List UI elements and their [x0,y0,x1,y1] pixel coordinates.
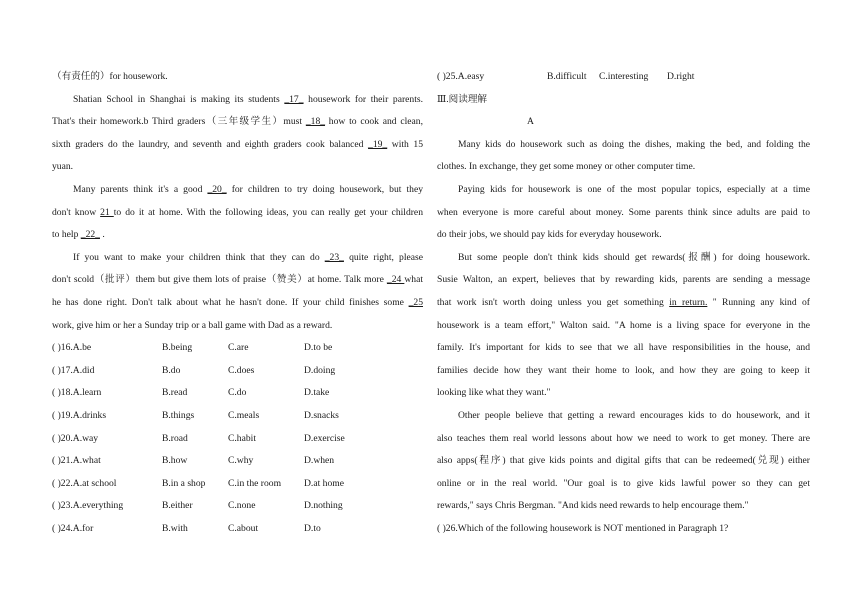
question-row [52,473,423,496]
option-d: D.to be [304,342,333,354]
text-line: families decide how they want their home to look, and how they are going to keep it [437,364,810,376]
option-d: D.snacks [304,409,339,421]
text-line [52,224,423,247]
left-column [52,66,423,540]
option-c: C.none [228,500,256,512]
text-line [52,202,423,225]
question-number: ( )19.A.drinks [52,409,107,421]
right-column [437,66,810,540]
option-b: B.difficult [547,71,587,82]
text-line: do their jobs, we should pay kids for everyday housework. [437,229,662,241]
question-number: ( )22.A.at school [52,477,117,489]
option-d: D.when [304,455,335,467]
option-c: C.in the room [228,477,282,489]
blank-19: _19_ [368,138,388,150]
text-line [52,292,423,315]
question-row [52,495,423,518]
text-segment: If you want to make your children think that they can do [73,251,325,263]
question-row [52,382,423,405]
text-line: yuan. [52,161,74,173]
question-number: ( )21.A.what [52,455,101,467]
question-row [52,405,423,428]
blank-23: _23_ [324,251,344,263]
option-b: B.in a shop [162,477,206,489]
option-c: C.habit [228,432,256,444]
text-line: online or in the real world. "Our goal is to give kids lawful power so they can get [437,477,810,489]
question-number: ( )23.A.everything [52,500,124,512]
option-b: B.read [162,387,188,399]
option-d: D.right [667,71,695,82]
question-row [52,518,423,541]
text-line [52,269,423,292]
blank-17: _17_ [284,93,304,105]
text-line: Paying kids for housework is one of the most popular topics, especially at a time [458,183,810,195]
question-number: ( )16.A.be [52,342,92,354]
question-row [52,337,423,360]
blank-25: _25 [408,296,423,308]
option-d: D.to [304,522,321,534]
text-segment: sixth graders do the laundry, and seventh and eighth graders cook balanced [52,138,369,150]
text-segment: to help [52,229,81,241]
passage-text [437,134,810,292]
text-line: clothes. In exchange, they get some money or other computer time. [437,161,696,173]
option-d: D.at home [304,477,344,489]
option-c: C.are [228,342,249,354]
question-number: ( )20.A.way [52,432,99,444]
text-segment: to do it at home. With the following ideas, you can really get your children [113,206,423,218]
text-line: （有责任的）for housework. [52,71,168,82]
option-b: B.with [162,522,188,534]
text-segment: Many parents think it's a good [73,183,208,195]
text-line: Other people believe that getting a reward encourages kids to do housework, and it [458,409,810,421]
option-d: D.nothing [304,500,343,512]
text-line [52,134,423,157]
option-b: B.how [162,455,188,467]
text-segment: that work isn't worth doing unless you get something [437,296,670,308]
text-line: family. It's important for kids to see that we all have responsibilities in the house, and [437,342,810,354]
option-c: C.do [228,387,247,399]
question-number: ( )25.A.easy [437,71,485,82]
text-segment: housework for their parents. [303,93,423,105]
passage-text [437,315,810,518]
text-segment: " Running any kind of [707,296,810,308]
text-line: Many kids do housework such as doing the dishes, making the bed, and folding the [458,138,810,150]
blank-18: _18_ [305,116,326,128]
text-segment: quite right, please [343,251,423,263]
text-line [52,247,423,270]
underlined-phrase: in return. [669,296,708,308]
blank-24: _24 [386,274,405,286]
blank-21: 21 [100,206,114,218]
question-list [52,337,423,540]
question-number: ( )17.A.did [52,364,95,376]
text-line [437,292,810,315]
blank-20: _20_ [207,183,227,195]
text-line: when everyone is more careful about money. Some parents think since adults are paid to [437,206,810,218]
question-row [52,360,423,383]
text-segment: don't know [52,206,101,218]
passage-label: A [527,116,534,128]
option-c: C.does [228,364,255,376]
text-line [52,89,423,112]
question-number: ( )18.A.learn [52,387,102,399]
question-row [52,428,423,451]
option-c: C.why [228,455,254,467]
text-segment: That's their homework.b Third graders（三年级学生）must [52,116,306,128]
question-row [52,450,423,473]
text-segment: what [404,274,423,286]
text-line: also apps(程序) that give kids points and digital gifts that can be redeemed(兑现) either [437,455,810,467]
text-segment: don't scold（批评）them but give them lots of praise（赞美）at home. Talk more [52,274,387,286]
text-segment: he has done right. Don't talk about what he hasn't done. If your child finishes some [52,296,409,308]
option-d: D.exercise [304,432,345,444]
text-line: rewards," says Chris Bergman. "And kids need rewards to help encourage them." [437,500,749,512]
question-26: ( )26.Which of the following housework is NOT mentioned in Paragraph 1? [437,522,729,534]
option-b: B.being [162,342,193,354]
text-line [52,179,423,202]
text-segment: with 15 [387,138,423,150]
option-d: D.take [304,387,330,399]
text-line: also teaches them real world lessons about how we need to work to get money. There are [437,432,810,444]
text-line: But some people don't think kids should get rewards(报酬) for doing housework. [458,251,810,263]
text-line: housework is a team effort," Walton said. "A home is a living space for everyone in the [437,319,810,331]
option-c: C.meals [228,409,260,421]
option-b: B.either [162,500,193,512]
blank-22: _22_ [80,229,100,241]
option-d: D.doing [304,364,336,376]
option-c: C.about [228,522,259,534]
question-number: ( )24.A.for [52,522,94,534]
text-segment: Shatian School in Shanghai is making its students [73,93,285,105]
text-line: Susie Walton, an expert, believes that by rewarding kids, parents are sending a message [437,274,810,286]
option-c: C.interesting [599,71,649,82]
text-line: work, give him or her a Sunday trip or a ball game with Dad as a reward. [52,319,333,331]
section-title: Ⅲ.阅读理解 [437,93,488,105]
option-b: B.road [162,432,188,444]
option-b: B.do [162,364,181,376]
text-segment: how to cook and clean, [325,116,423,128]
text-segment: for children to try doing housework, but they [226,183,423,195]
option-b: B.things [162,409,195,421]
text-line [52,111,423,134]
text-segment: . [99,229,105,241]
text-line: looking like what they want." [437,387,551,399]
question-25 [437,66,810,89]
